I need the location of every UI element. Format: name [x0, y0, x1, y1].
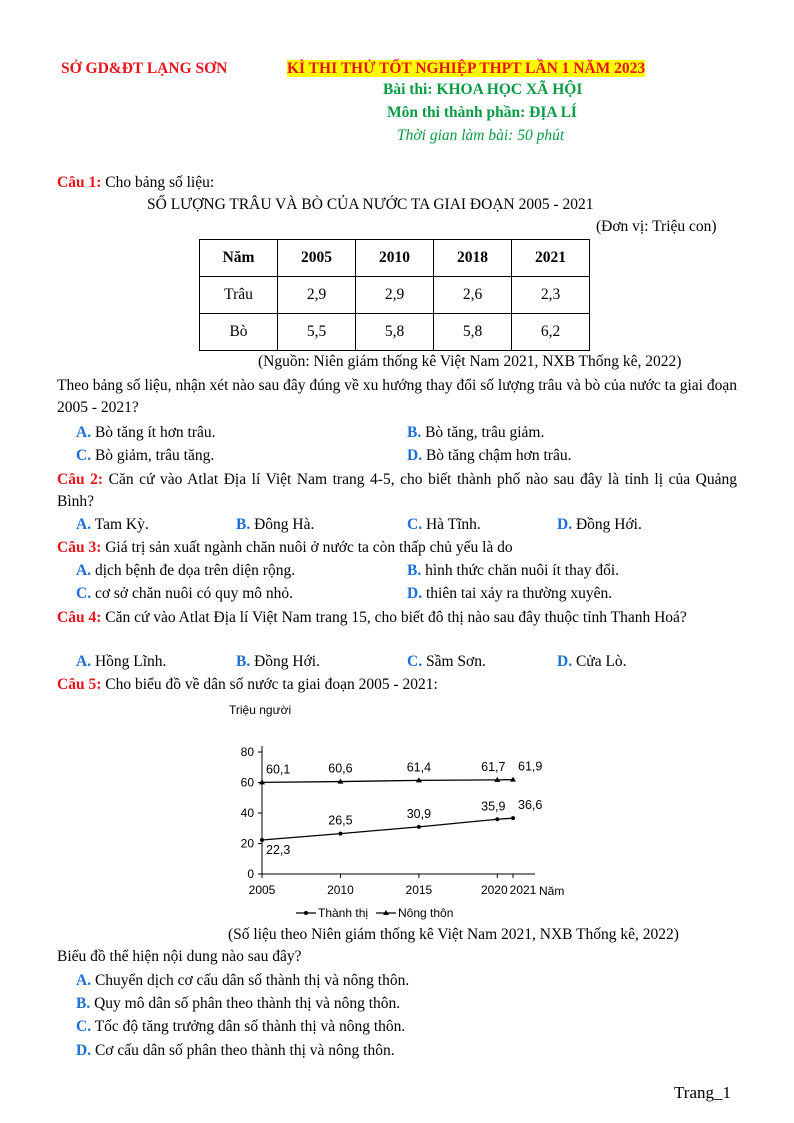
- option-letter: C.: [407, 653, 423, 670]
- population-line-chart: [218, 696, 578, 926]
- option-letter: B.: [76, 995, 91, 1012]
- q2-option-d[interactable]: [557, 516, 642, 534]
- data-point-dot: [338, 832, 342, 836]
- table-header-row: [200, 240, 590, 277]
- data-point-dot: [495, 817, 499, 821]
- option-letter: B.: [236, 653, 251, 670]
- option-text: Chuyển dịch cơ cấu dân số thành thị và nông thôn.: [94, 972, 410, 989]
- option-letter: A.: [76, 653, 92, 670]
- x-tick-label: 2021: [509, 883, 537, 897]
- option-letter: D.: [557, 653, 573, 670]
- table-header-cell: 2018: [434, 240, 512, 277]
- q2-option-c[interactable]: [407, 516, 481, 534]
- option-text: dịch bệnh đe dọa trên diện rộng.: [94, 562, 296, 579]
- x-tick-label: 2005: [248, 883, 276, 897]
- data-label: 22,3: [266, 842, 291, 857]
- q1-table-unit: (Đơn vị: Triệu con): [596, 218, 717, 235]
- y-tick-label: 60: [240, 775, 254, 790]
- chart-series: [259, 760, 542, 857]
- table-cell: 5,8: [434, 314, 512, 351]
- q4-label: Câu 4:: [57, 609, 102, 626]
- department-name: SỞ GD&ĐT LẠNG SƠN: [61, 60, 228, 77]
- page-number: Trang_1: [674, 1083, 731, 1102]
- option-text: Đông Hà.: [254, 516, 315, 533]
- exam-title-text: KÌ THI THỬ TỐT NGHIỆP THPT LẦN 1 NĂM 2023: [287, 60, 646, 77]
- option-letter: C.: [76, 447, 92, 464]
- exam-title: [287, 60, 645, 78]
- q5-intro: [57, 676, 438, 694]
- q1-option-a[interactable]: [76, 424, 216, 442]
- table-cell: Trâu: [200, 277, 278, 314]
- option-letter: A.: [76, 562, 92, 579]
- option-letter: D.: [407, 585, 423, 602]
- q1-option-c[interactable]: [76, 447, 214, 465]
- table-cell: 2,3: [512, 277, 590, 314]
- option-letter: A.: [76, 424, 92, 441]
- table-header-cell: 2005: [278, 240, 356, 277]
- table-cell: 5,5: [278, 314, 356, 351]
- data-label: 60,6: [328, 761, 353, 776]
- option-text: Cửa Lò.: [575, 653, 627, 670]
- option-text: Bò tăng ít hơn trâu.: [94, 424, 216, 441]
- chart-y-axis-label: Triệu người: [229, 703, 292, 717]
- series-line-nong-thon: [262, 780, 513, 783]
- chart-y-axis: [241, 745, 262, 881]
- option-letter: B.: [236, 516, 251, 533]
- legend-marker-dot: [304, 911, 308, 915]
- legend-label: Thành thị: [318, 906, 369, 920]
- y-tick-label: 40: [240, 806, 254, 820]
- data-label: 35,9: [481, 799, 506, 814]
- q1-source: (Nguồn: Niên giám thống kê Việt Nam 2021, NXB Thống kê, 2022): [258, 353, 682, 370]
- q4-text: Căn cứ vào Atlat Địa lí Việt Nam trang 15, cho biết đô thị nào sau đây thuộc tỉnh Thanh Hoá?: [105, 609, 687, 626]
- q3-option-d[interactable]: [407, 585, 612, 603]
- chart-legend: [296, 906, 453, 920]
- option-text: hình thức chăn nuôi ít thay đổi.: [425, 562, 620, 579]
- table-cell: 2,9: [278, 277, 356, 314]
- option-text: cơ sở chăn nuôi có quy mô nhỏ.: [94, 585, 294, 602]
- x-tick-label: 2020: [480, 883, 508, 897]
- q1-text: Cho bảng số liệu:: [105, 174, 215, 191]
- chart-x-axis: [249, 874, 537, 897]
- q2-question: [57, 469, 737, 513]
- exam-subject: Bài thi: KHOA HỌC XÃ HỘI: [383, 81, 583, 98]
- y-tick-label: 20: [240, 836, 254, 851]
- q1-option-d[interactable]: [407, 447, 571, 465]
- x-tick-label: 2015: [405, 883, 433, 897]
- table-row: [200, 314, 590, 351]
- data-point-dot: [260, 838, 264, 842]
- q5-question: Biểu đồ thể hiện nội dung nào sau đây?: [57, 948, 302, 965]
- option-text: Bò tăng chậm hơn trâu.: [425, 447, 572, 464]
- q3-option-c[interactable]: [76, 585, 293, 603]
- option-text: Hà Tĩnh.: [425, 516, 481, 533]
- table-header-cell: 2010: [356, 240, 434, 277]
- data-label: 61,7: [481, 759, 506, 774]
- q4-option-b[interactable]: [236, 653, 320, 671]
- table-cell: 5,8: [356, 314, 434, 351]
- q3-option-b[interactable]: [407, 562, 619, 580]
- q4-question: [57, 607, 737, 629]
- table-cell: 6,2: [512, 314, 590, 351]
- data-label: 30,9: [406, 806, 432, 821]
- q1-data-table: [199, 239, 590, 351]
- option-letter: C.: [407, 516, 423, 533]
- option-text: Bò giảm, trâu tăng.: [94, 447, 215, 464]
- q3-option-a[interactable]: [76, 562, 295, 580]
- q5-text: Cho biểu đồ về dân số nước ta giai đoạn 2005 - 2021:: [105, 676, 438, 693]
- option-text: thiên tai xảy ra thường xuyên.: [425, 585, 613, 602]
- option-text: Đồng Hới.: [575, 516, 642, 533]
- exam-component: Môn thi thành phần: ĐỊA LÍ: [387, 104, 577, 121]
- q3-label: Câu 3:: [57, 539, 102, 556]
- option-text: Bò tăng, trâu giảm.: [425, 424, 545, 441]
- q5-label: Câu 5:: [57, 676, 102, 693]
- q5-option-c[interactable]: [76, 1018, 405, 1036]
- data-label: 61,9: [518, 759, 543, 774]
- option-letter: C.: [76, 585, 92, 602]
- data-label: 61,4: [406, 760, 432, 775]
- option-text: Tam Kỳ.: [94, 516, 149, 533]
- option-letter: C.: [76, 1018, 92, 1035]
- q2-option-b[interactable]: [236, 516, 314, 534]
- q5-option-a[interactable]: [76, 972, 409, 990]
- q4-option-d[interactable]: [557, 653, 627, 671]
- y-tick-label: 0: [247, 867, 254, 881]
- table-header-cell: 2021: [512, 240, 590, 277]
- option-letter: D.: [407, 447, 423, 464]
- exam-time: Thời gian làm bài: 50 phút: [397, 127, 565, 144]
- q2-label: Câu 2:: [57, 471, 104, 488]
- option-letter: B.: [407, 424, 422, 441]
- table-cell: 2,6: [434, 277, 512, 314]
- q3-question: [57, 539, 513, 557]
- data-label: 26,5: [328, 813, 353, 828]
- chart-x-axis-label: Năm: [539, 884, 565, 898]
- option-text: Quy mô dân số phân theo thành thị và nông thôn.: [94, 995, 401, 1012]
- option-letter: D.: [76, 1042, 92, 1059]
- q2-option-a[interactable]: [76, 516, 149, 534]
- q5-source: (Số liệu theo Niên giám thống kê Việt Nam 2021, NXB Thống kê, 2022): [228, 926, 679, 943]
- option-text: Sầm Sơn.: [425, 653, 486, 670]
- y-tick-label: 80: [240, 745, 254, 759]
- data-label: 60,1: [266, 762, 291, 777]
- data-label: 36,6: [518, 798, 543, 813]
- option-text: Tốc độ tăng trưởng dân số thành thị và nông thôn.: [94, 1018, 406, 1035]
- table-row: [200, 277, 590, 314]
- q2-text: Căn cứ vào Atlat Địa lí Việt Nam trang 4-5, cho biết thành phố nào sau đây là tỉnh lị của Quảng Bình?: [57, 471, 737, 510]
- series-line-thanh-thi: [262, 818, 513, 840]
- table-cell: Bò: [200, 314, 278, 351]
- option-letter: A.: [76, 516, 92, 533]
- q5-option-d[interactable]: [76, 1042, 395, 1060]
- q1-intro: [57, 174, 214, 192]
- option-text: Cơ cấu dân số phân theo thành thị và nông thôn.: [94, 1042, 395, 1059]
- q4-option-c[interactable]: [407, 653, 486, 671]
- legend-label: Nông thôn: [398, 906, 454, 920]
- option-letter: B.: [407, 562, 422, 579]
- x-tick-label: 2010: [327, 883, 354, 897]
- table-header-cell: Năm: [200, 240, 278, 277]
- q3-text: Giá trị sản xuất ngành chăn nuôi ở nước ta còn thấp chủ yếu là do: [105, 539, 513, 556]
- table-cell: 2,9: [356, 277, 434, 314]
- q5-option-b[interactable]: [76, 995, 400, 1013]
- q1-table-title: SỐ LƯỢNG TRÂU VÀ BÒ CỦA NƯỚC TA GIAI ĐOẠN 2005 - 2021: [147, 196, 594, 213]
- option-text: Hồng Lĩnh.: [94, 653, 167, 670]
- q1-option-b[interactable]: [407, 424, 544, 442]
- option-text: Đồng Hới.: [254, 653, 320, 670]
- q1-label: Câu 1:: [57, 174, 102, 191]
- option-letter: D.: [557, 516, 573, 533]
- option-letter: A.: [76, 972, 92, 989]
- q4-option-a[interactable]: [76, 653, 166, 671]
- data-point-dot: [417, 825, 421, 829]
- q1-question: Theo bảng số liệu, nhận xét nào sau đây đúng về xu hướng thay đổi số lượng trâu và bò của nước ta giai đoạn 2005 - 2021?: [57, 377, 737, 416]
- data-point-dot: [511, 816, 515, 820]
